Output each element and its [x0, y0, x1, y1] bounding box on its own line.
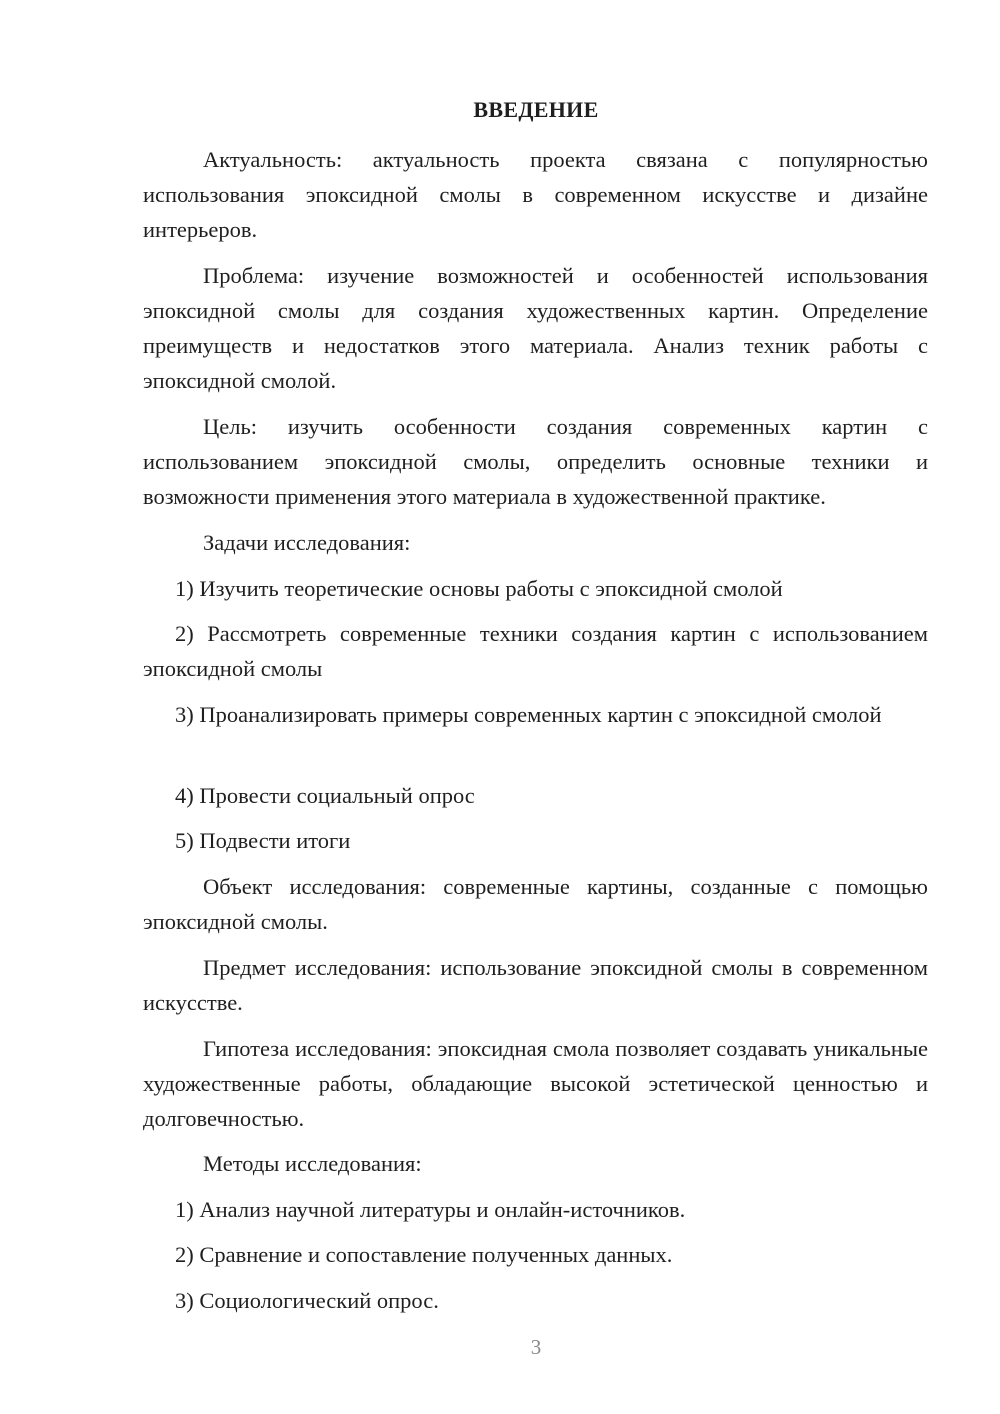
- page-number: 3: [530, 1335, 542, 1359]
- method-item-3: 3) Социологический опрос.: [175, 1288, 439, 1313]
- subject-paragraph: Предмет исследования: использование эпоксидной смолы в современном искусстве.: [143, 955, 928, 1015]
- method-item-2: 2) Сравнение и сопоставление полученных данных.: [175, 1242, 673, 1267]
- goal-paragraph: Цель: изучить особенности создания современных картин с использованием эпоксидной смолы, определить основные техники и возможности применения этого материала в художественной практике.: [143, 414, 928, 509]
- task-item-1: 1) Изучить теоретические основы работы с эпоксидной смолой: [175, 576, 783, 601]
- task-item-2: 2) Рассмотреть современные техники создания картин с использованием эпоксидной смолы: [143, 621, 928, 681]
- relevance-paragraph: Актуальность: актуальность проекта связана с популярностью использования эпоксидной смолы в современном искусстве и дизайне интерьеров.: [143, 147, 928, 242]
- task-item-4: 4) Провести социальный опрос: [175, 783, 475, 808]
- problem-paragraph: Проблема: изучение возможностей и особенностей использования эпоксидной смолы для создания художественных картин. Определение преимуществ и недостатков этого материала. Анализ техник работы с эпоксидной смолой.: [143, 263, 928, 393]
- object-paragraph: Объект исследования: современные картины, созданные с помощью эпоксидной смолы.: [143, 874, 928, 934]
- methods-title: Методы исследования:: [203, 1151, 422, 1176]
- task-item-3: 3) Проанализировать примеры современных картин с эпоксидной смолой: [175, 702, 882, 727]
- task-item-5: 5) Подвести итоги: [175, 828, 351, 853]
- method-item-1: 1) Анализ научной литературы и онлайн-источников.: [175, 1197, 686, 1222]
- page-heading: ВВЕДЕНИЕ: [473, 97, 599, 122]
- hypothesis-paragraph: Гипотеза исследования: эпоксидная смола позволяет создавать уникальные художественные работы, обладающие высокой эстетической ценностью и долговечностью.: [143, 1036, 928, 1131]
- tasks-title: Задачи исследования:: [203, 530, 411, 555]
